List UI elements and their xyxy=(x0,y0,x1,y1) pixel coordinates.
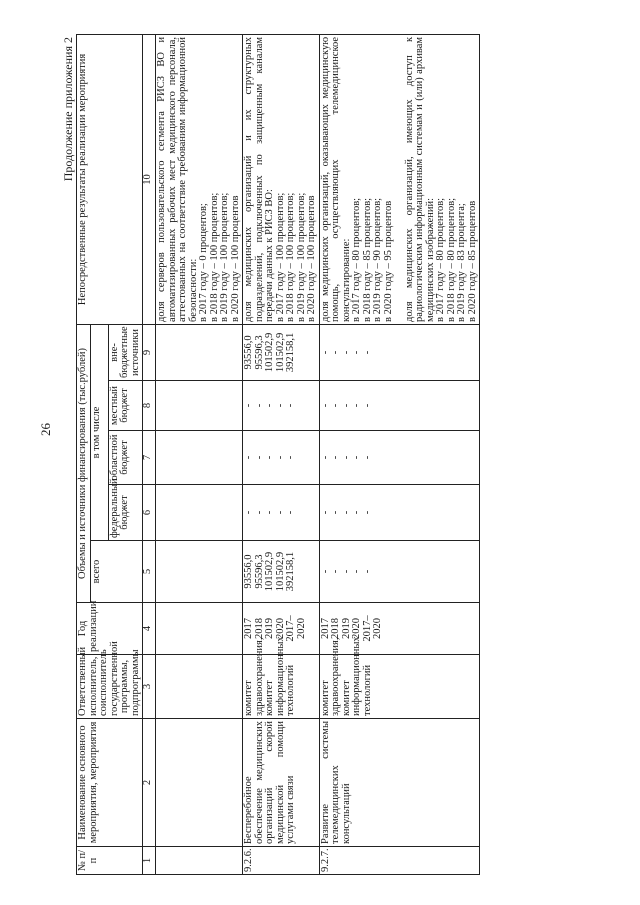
years: 2017 2018 2019 2020 2017–2020 xyxy=(319,603,480,655)
direct-result: доля медицинских организаций и их структурных подразделений, подключенных по защищенным каналам передачи данных к РИСЗ ВО: в 2017 году – 100 процентов; в 2018 году – 100 процентов; в 2019 году – 100 процентов; в 2020 году – 100 процентов xyxy=(243,34,320,324)
header-local: местный бюджет xyxy=(108,381,143,431)
header-extrabudget: вне-бюджетные источники xyxy=(108,324,143,380)
colnum: 7 xyxy=(143,431,156,485)
header-financing: Объемы и источники финансирования (тыс.рублей) xyxy=(77,324,91,602)
federal-budget: - - - - - xyxy=(243,485,320,541)
header-responsible: Ответственный исполнитель, соисполнитель государственной программы, подпрограммы xyxy=(77,655,143,719)
regional-budget: - - - - - xyxy=(243,431,320,485)
local-budget: - - - - - xyxy=(319,381,480,431)
appendix-subtitle: Продолжение приложения 2 xyxy=(61,37,75,182)
header-no: № п/п xyxy=(77,847,143,875)
colnum: 5 xyxy=(143,541,156,603)
carryover-result: доля серверов пользовательского сегмента РИСЗ ВО и автоматизированных рабочих мест медицинского персонала, аттестованных на соответствие требованиям информационной безопасности: в 2017 году – 0 процентов; в 2018 году – 100 процентов; в 2019 году – 100 процентов; в 2020 году – 100 процентов xyxy=(156,34,243,324)
responsible-executor: комитет здравоохранения, комитет информационных технологий xyxy=(243,655,320,719)
table-row-carryover xyxy=(156,34,243,874)
header-results: Непосредственные результаты реализации мероприятия xyxy=(77,34,143,324)
colnum: 4 xyxy=(143,603,156,655)
colnum: 6 xyxy=(143,485,156,541)
header-row-1 xyxy=(77,34,91,874)
header-including: в том числе xyxy=(90,324,108,540)
colnum: 10 xyxy=(143,34,156,324)
colnum: 1 xyxy=(143,847,156,875)
header-year: Год реализации xyxy=(77,603,143,655)
event-name: Развитие системы телемедицинских консультаций xyxy=(319,719,480,847)
extrabudget-sources: 93556,0 95596,3 101502,9 101502,9 392158,1 xyxy=(243,324,320,380)
program-table xyxy=(76,34,480,875)
colnum: 8 xyxy=(143,381,156,431)
colnum: 9 xyxy=(143,324,156,380)
event-name: Бесперебойное обеспечение медицинских организаций скорой медицинской помощи услугами связи xyxy=(243,719,320,847)
years: 2017 2018 2019 2020 2017–2020 xyxy=(243,603,320,655)
rotated-table-sheet xyxy=(61,35,584,875)
local-budget: - - - - - xyxy=(243,381,320,431)
column-number-row xyxy=(143,34,156,874)
regional-budget: - - - - - xyxy=(319,431,480,485)
table-row xyxy=(243,34,320,874)
header-name: Наименование основного мероприятия, мероприятия xyxy=(77,719,143,847)
total-amount: - - - - - xyxy=(319,541,480,603)
extrabudget-sources: - - - - - xyxy=(319,324,480,380)
row-number: 9.2.6. xyxy=(243,847,320,875)
colnum: 2 xyxy=(143,719,156,847)
total-amount: 93556,0 95596,3 101502,9 101502,9 392158,1 xyxy=(243,541,320,603)
row-number: 9.2.7. xyxy=(319,847,480,875)
direct-result: доля медицинских организаций, оказывающих медицинскую помощь, осуществляющих телемедицинское консультирование: в 2017 году – 80 процентов; в 2018 году – 85 процентов; в 2019 году – 90 процентов; в 2020 году – 95 процентов доля медицинских организаций, имеющих доступ к радиологическим информационным системам и (или) архивам медицинских изображений: в 2017 году – 80 процентов; в 2018 году – 80 процентов; в 2019 году – 83 процента; в 2020 году – 85 процентов xyxy=(319,34,480,324)
page-number: 26 xyxy=(38,423,53,436)
federal-budget: - - - - - xyxy=(319,485,480,541)
header-regional: областной бюджет xyxy=(108,431,143,485)
header-total: всего xyxy=(90,541,143,603)
header-federal: федеральный бюджет xyxy=(108,485,143,541)
table-row xyxy=(319,34,480,874)
colnum: 3 xyxy=(143,655,156,719)
responsible-executor: комитет здравоохранения, комитет информационных технологий xyxy=(319,655,480,719)
